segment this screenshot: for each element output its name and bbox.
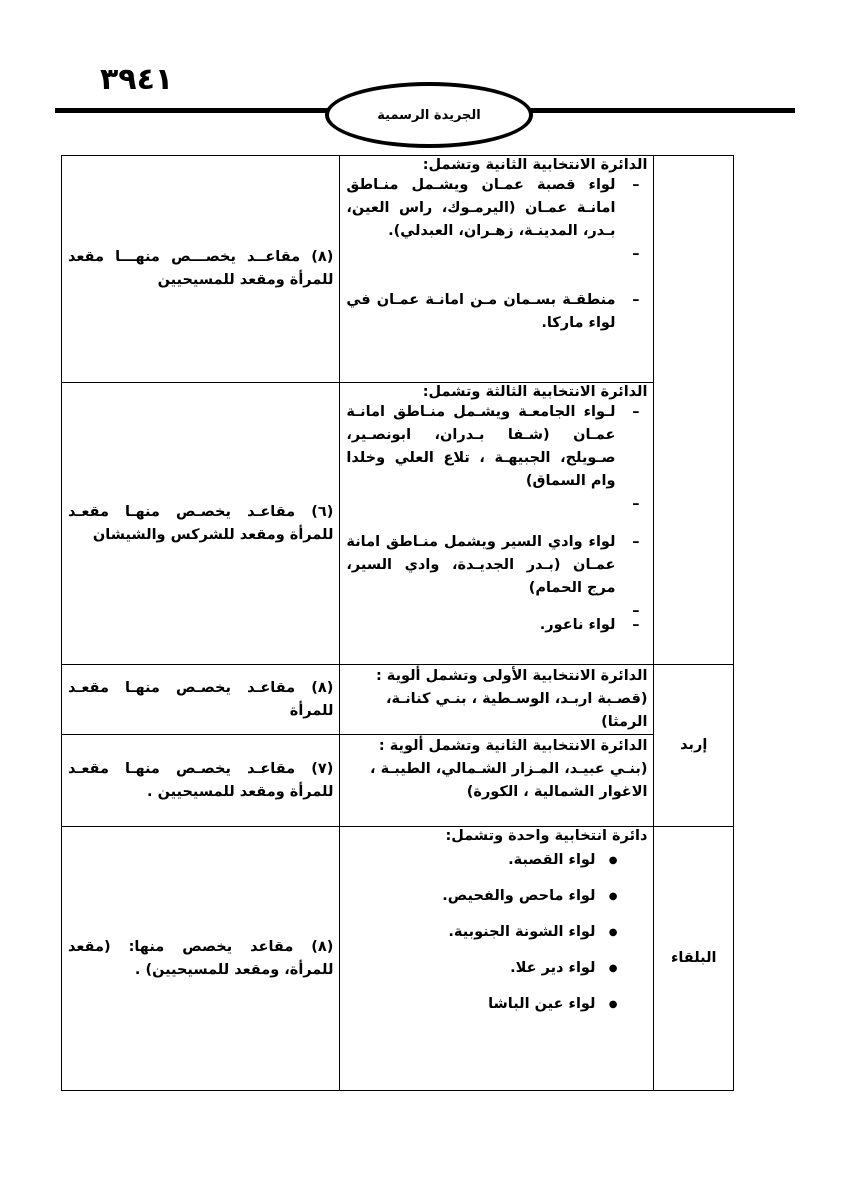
district-list	[346, 401, 647, 637]
page-number: ٣٩٤١	[100, 62, 174, 97]
district-title: الدائرة الانتخابية الثالثة وتشمل:	[422, 384, 648, 400]
spacer	[346, 243, 639, 289]
list-item: – لواء وادي السير ويشمل منـاطق امانة عمـان (بـدر الجديـدة، وادي السير، مرج الحمام)	[346, 531, 639, 600]
spacer	[346, 493, 639, 531]
spacer	[346, 600, 639, 614]
governorate-cell-amman	[654, 156, 734, 665]
gazette-title-oval	[325, 82, 533, 148]
list-item: ● لواء الشونة الجنوبية.	[346, 921, 617, 944]
list-item: – لواء قصبة عمـان ويشـمل منـاطق امانـة عمـان (اليرمـوك، راس العين، بـدر، المدينـة، زهـران، العبدلي).	[346, 174, 639, 243]
list-item: ● لواء عين الباشا	[346, 993, 617, 1016]
district-list	[346, 174, 647, 335]
table-row	[62, 383, 734, 665]
table-row	[62, 735, 734, 827]
seats-cell: (٨) مقاعـد يخصـص منهـا مقعـد للمرأة	[62, 665, 340, 735]
list-item: – لواء ناعور.	[346, 614, 639, 637]
list-item: – منطقـة بسـمان مـن امانـة عمـان في لواء ماركا.	[346, 289, 639, 335]
gazette-title: الجريدة الرسمية	[377, 107, 481, 123]
districts-table	[61, 155, 734, 1091]
list-item: ● لواء ماحص والفحيص.	[346, 885, 617, 908]
table-row	[62, 827, 734, 1091]
governorate-cell-balqa: البلقاء	[654, 827, 734, 1091]
governorate-cell-irbid: إربد	[654, 665, 734, 827]
district-cell	[340, 156, 654, 383]
district-title: دائرة انتخابية واحدة وتشمل:	[445, 828, 648, 844]
table-row	[62, 665, 734, 735]
seats-cell: (٦) مقاعـد يخصـص منهـا مقعـد للمرأة ومقعد للشركس والشيشان	[62, 383, 340, 665]
table-row	[62, 156, 734, 383]
seats-cell: (٧) مقاعـد يخصـص منهـا مقعـد للمرأة ومقعد للمسيحيين .	[62, 735, 340, 827]
district-cell	[340, 827, 654, 1091]
district-cell: الدائرة الانتخابية الأولى وتشمل ألوية : (قصـبة اربـد، الوسـطية ، بنـي كنانـة، الرمثا)	[340, 665, 654, 735]
district-bullet-list	[346, 849, 647, 1016]
list-item: ● لواء القصبة.	[346, 849, 617, 872]
list-item: ● لواء دير علا.	[346, 957, 617, 980]
district-title: الدائرة الانتخابية الثانية وتشمل:	[422, 157, 648, 173]
list-item: – لـواء الجامعـة ويشـمل منـاطق امانـة عمـان (شـفا بـدران، ابونصـير، صـويلح، الجبيهـة ، تلاع العلي وخلدا وام السماق)	[346, 401, 639, 493]
district-cell	[340, 383, 654, 665]
district-cell: الدائرة الانتخابية الثانية وتشمل ألوية : (بنـي عبيـد، المـزار الشـمالي، الطيبـة ، الاغوار الشمالية ، الكورة)	[340, 735, 654, 827]
seats-cell: (٨) مقاعــد يخصـــص منهـــا مقعد للمرأة ومقعد للمسيحيين	[62, 156, 340, 383]
seats-cell: (٨) مقاعد يخصص منها: (مقعد للمرأة، ومقعد للمسيحيين) .	[62, 827, 340, 1091]
